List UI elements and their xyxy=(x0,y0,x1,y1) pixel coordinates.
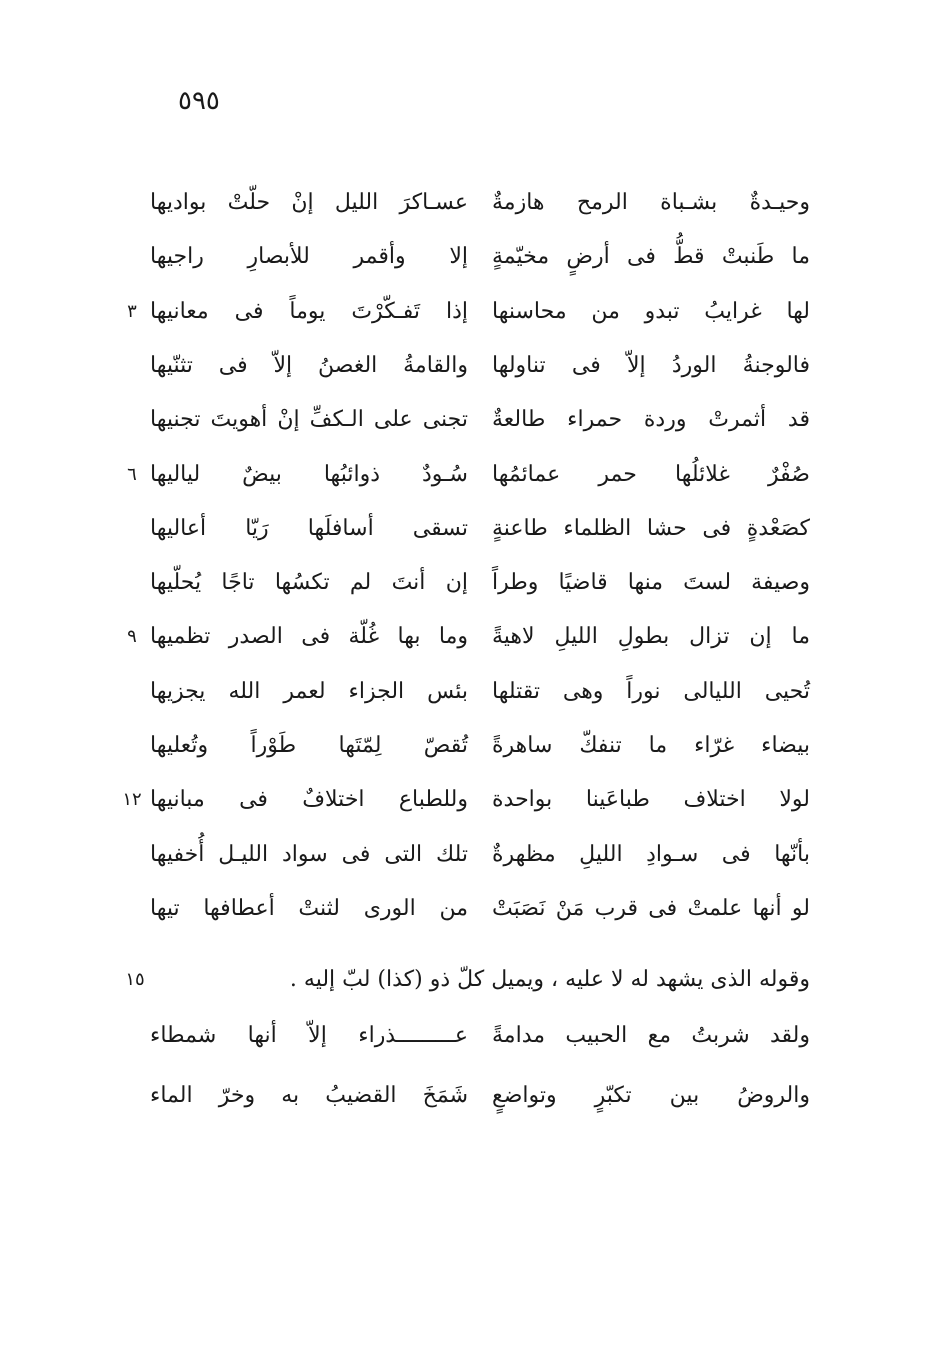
hemistich-first: بيضاء غرّاء ما تنفكّ ساهرةً xyxy=(492,733,810,758)
hemistich-second: تجنى على الـكفِّ إنْ أهويتَ تجنيها xyxy=(150,407,468,433)
page-number: ٥٩٥ xyxy=(178,86,220,116)
verse-number: ٣ xyxy=(127,300,137,322)
hemistich-second: عسـاكرَ الليل إنْ حلّتْ بواديها xyxy=(150,190,468,215)
hemistich-first: ما إن تزال بطولِ الليلِ لاهيةً xyxy=(492,624,810,650)
hemistich-second: وما بها غُلّة فى الصدر تظميها xyxy=(150,624,468,650)
verse-line xyxy=(127,292,810,332)
verse-line xyxy=(150,400,810,440)
hemistich-first: لولا اختلاف طباعَينا بواحدة xyxy=(492,787,810,813)
hemistich-first: ما طَنبتْ قطُّ فى أرضٍ مخيّمةٍ xyxy=(492,244,810,270)
hemistich-first: بأنّها فى سـوادِ الليلِ مظهرةٌ xyxy=(492,841,810,867)
verse-line xyxy=(150,346,810,386)
hemistich-second: سُـودٌ ذوائبُها بيضٌ لياليها xyxy=(150,461,468,487)
hemistich-second: إن أنتَ لم تكسُها تاجًا يُحلّيها xyxy=(150,570,468,596)
hemistich-second: شَمَخَ القضيبُ به وخرّ الماء xyxy=(150,1083,468,1108)
hemistich-first: ولقد شربتُ مع الحبيب مدامةً xyxy=(492,1023,810,1048)
verse-line xyxy=(150,889,810,929)
hemistich-second: إلا وأقمر للأبصارِ راجيها xyxy=(150,244,468,270)
verse-number: ١٢ xyxy=(122,789,142,811)
verse-line xyxy=(150,183,810,223)
hemistich-first: وصيفة لستَ منها قاضيًا وطراً xyxy=(492,570,810,596)
hemistich-first: والروضُ بين تكبّرٍ وتواضعٍ xyxy=(492,1083,810,1108)
verse-line xyxy=(150,237,810,277)
hemistich-first: وحيـدةٌ بشـباة الرمح هازمةٌ xyxy=(492,190,810,215)
hemistich-first: تُحيى الليالى نوراً وهى تقتلها xyxy=(492,678,810,704)
hemistich-second: والقامةُ الغصنُ إلاّ فى تثنّيها xyxy=(150,352,468,378)
hemistich-first: لو أنها علمتْ فى قرب مَنْ نَصَبَتْ xyxy=(492,895,810,921)
verse-line xyxy=(150,509,810,549)
hemistich-first: فالوجنةُ الوردُ إلاّ فى تناولها xyxy=(492,352,810,378)
verse-line xyxy=(150,563,810,603)
hemistich-second: وللطباع اختلافٌ فى مبانيها xyxy=(150,787,468,813)
verse-line xyxy=(150,1076,810,1116)
hemistich-second: من الورى لثنتْ أعطافها تيها xyxy=(150,895,468,921)
verse-number: ٩ xyxy=(127,626,137,648)
verse-line xyxy=(127,617,810,657)
prose-line xyxy=(125,958,810,1002)
hemistich-second: تُقصّ لِمّتَها طَوْراً وتُعليها xyxy=(150,733,468,758)
hemistich-second: عـــــــــذراء إلاّ أنها شمطاء xyxy=(150,1023,468,1048)
verse-line xyxy=(122,780,810,820)
hemistich-second: تلك التى فى سواد الليـل أُخفيها xyxy=(150,841,468,867)
verse-line xyxy=(150,726,810,766)
verse-line xyxy=(127,455,810,495)
hemistich-second: إذا تَفـكّرْتَ يوماً فى معانيها xyxy=(150,298,468,324)
verse-line xyxy=(150,835,810,875)
verse-line xyxy=(150,1016,810,1056)
verse-number: ٦ xyxy=(127,463,137,485)
prose-text: وقوله الذى يشهد له لا عليه ، ويميل كلّ ذو (كذا) لبّ إليه . xyxy=(289,967,810,992)
hemistich-second: تسقى أسافلَها رَيّا أعاليها xyxy=(150,515,468,541)
hemistich-first: صُفْرٌ غلائلُها حمر عمائمُها xyxy=(492,461,810,487)
line-number: ١٥ xyxy=(125,969,145,990)
hemistich-first: كصَعْدةٍ فى حشا الظلماء طاعنةٍ xyxy=(492,515,810,541)
hemistich-first: قد أثمرتْ وردة حمراء طالعةٌ xyxy=(492,407,810,433)
hemistich-second: بئس الجزاء لعمر الله يجزيها xyxy=(150,678,468,704)
verse-line xyxy=(150,672,810,712)
hemistich-first: لها غرايبُ تبدو من محاسنها xyxy=(492,298,810,324)
